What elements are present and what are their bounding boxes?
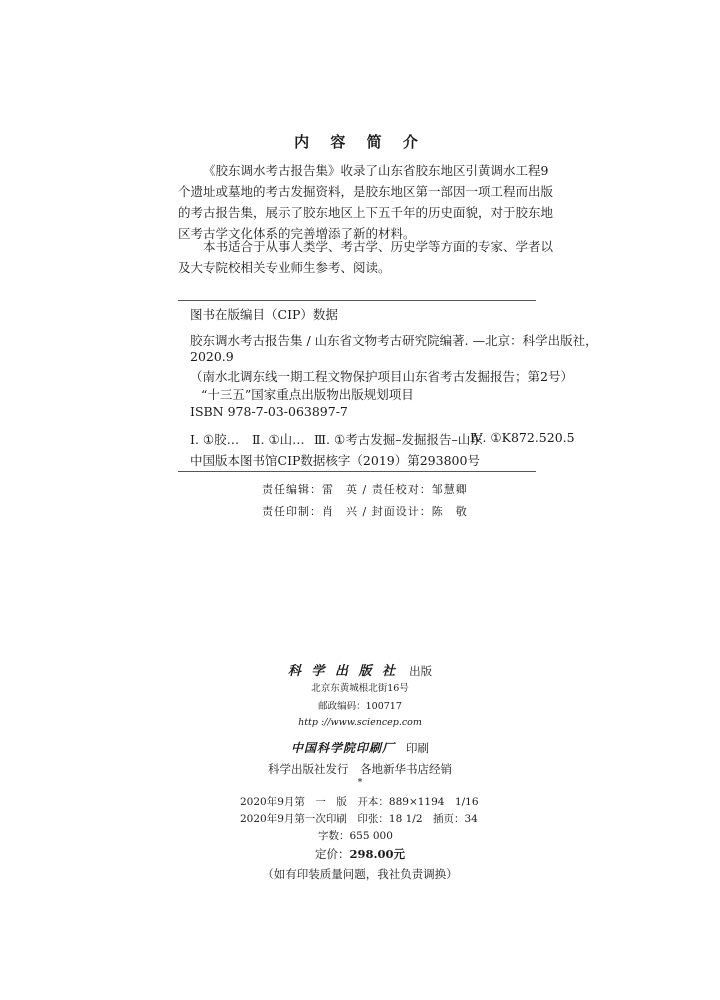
distribution-line: 科学出版社发行 各地新华书店经销: [268, 762, 452, 776]
cip-title-line: 胶东调水考古报告集 / 山东省文物考古研究院编著. —北京：科学出版社，: [190, 333, 598, 348]
publisher-name: 科 学 出 版 社: [287, 664, 398, 679]
editor-line-1: 责任编辑：雷 英 / 责任校对：邹慧卿: [262, 483, 468, 496]
cip-date-line: 2020.9: [190, 349, 234, 364]
cip-project-line: “十三五”国家重点出版物出版规划项目: [201, 387, 414, 402]
cip-verify-number: 中国版本图书馆CIP数据核字（2019）第293800号: [190, 453, 480, 468]
price-value: 298.00元: [349, 847, 405, 861]
cip-isbn: ISBN 978-7-03-063897-7: [190, 404, 348, 419]
summary-paragraph-1: 《胶东调水考古报告集》收录了山东省胶东地区引黄调水工程9个遗址或墓地的考古发掘资料，是胶东地区第一部因一项工程而出版的考古报告集，展示了胶东地区上下五千年的历史面貌，对于胶东地区考古学文化体系的完善增添了新的材料。: [178, 163, 554, 241]
cip-top-rule: [178, 300, 536, 301]
print-line: 2020年9月第一次印刷 印张：18 1/2 插页：34: [240, 813, 478, 825]
publisher-url: http ://www.sciencep.com: [298, 717, 422, 728]
edition-line: 2020年9月第 一 版 开本：889×1194 1/16: [240, 796, 479, 808]
quality-note: （如有印装质量问题，我社负责调换）: [262, 867, 458, 881]
cip-class-2: Ⅱ. ①山…: [252, 432, 305, 447]
cip-bottom-rule: [178, 471, 536, 472]
cip-class-1: Ⅰ. ①胶…: [190, 432, 240, 447]
summary-paragraph-2: 本书适合于从事人类学、考古学、历史学等方面的专家、学者以及大专院校相关专业师生参考、阅读。: [178, 239, 554, 275]
word-count: 字数：655 000: [318, 830, 393, 842]
summary-title: 内 容 简 介: [294, 133, 426, 151]
publisher-suffix: 出版: [409, 664, 433, 678]
cip-class-4: Ⅳ. ①K872.520.5: [470, 430, 575, 445]
printer-suffix: 印刷: [406, 741, 430, 755]
separator-mark: *: [357, 777, 363, 788]
cip-heading: 图书在版编目（CIP）数据: [190, 307, 338, 322]
editor-line-2: 责任印制：肖 兴 / 封面设计：陈 敬: [262, 505, 468, 518]
cip-series-line: （南水北调东线一期工程文物保护项目山东省考古发掘报告；第2号）: [190, 369, 573, 384]
cip-class-3: Ⅲ. ①考古发掘–发掘报告–山东: [314, 432, 483, 447]
publisher-postcode: 邮政编码：100717: [318, 701, 402, 712]
printer-name: 中国科学院印刷厂: [290, 741, 395, 755]
publisher-address: 北京东黄城根北街16号: [311, 683, 409, 694]
price-label: 定价：: [314, 847, 350, 861]
